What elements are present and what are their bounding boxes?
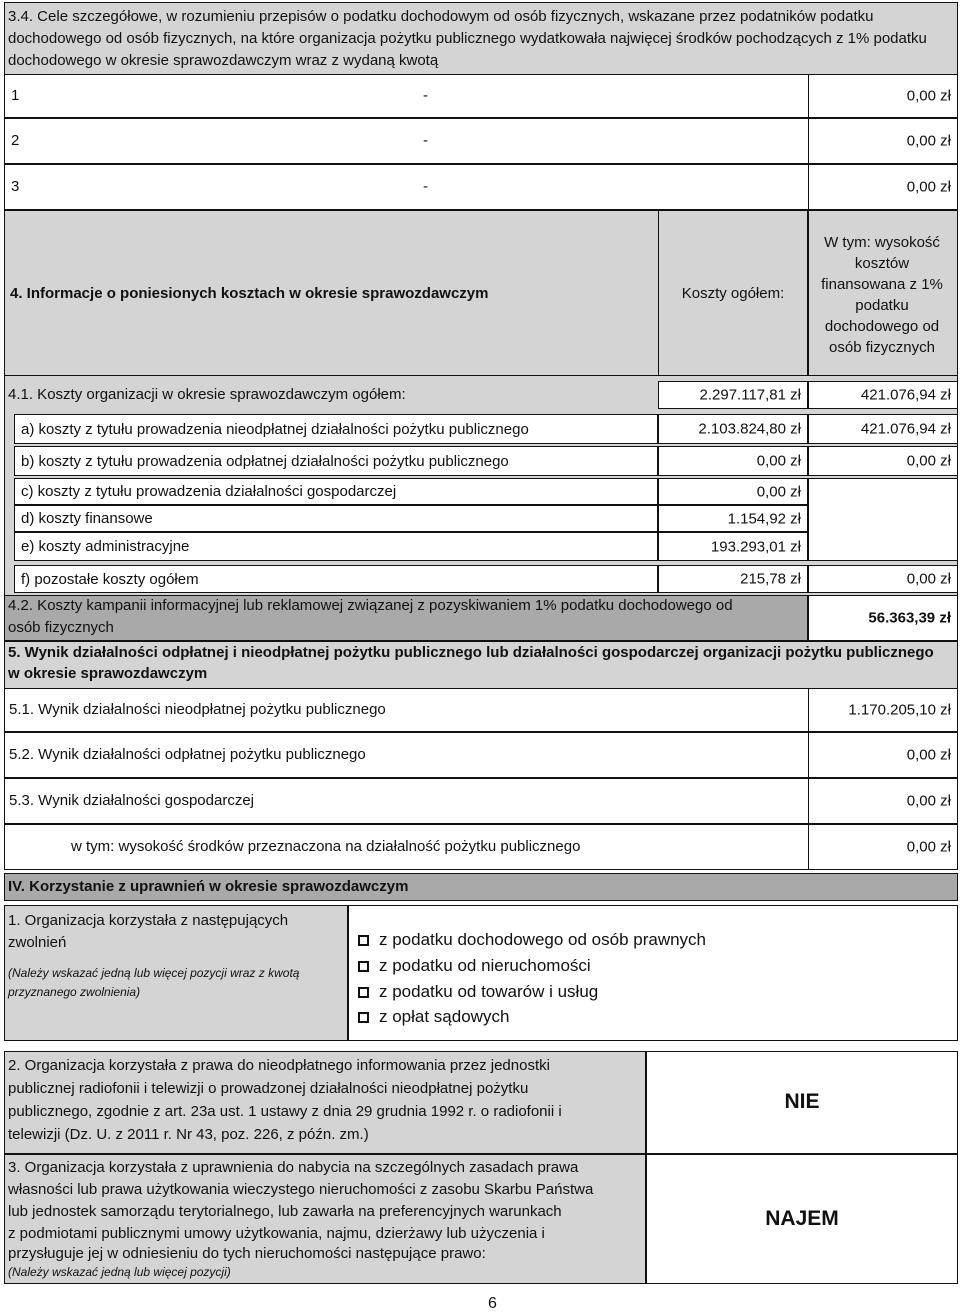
result-5-3-value xyxy=(808,778,958,824)
amount: 0,00 zł xyxy=(906,452,951,470)
checkbox-icon[interactable] xyxy=(358,1012,369,1023)
amount: 1.170.205,10 zł xyxy=(848,701,951,719)
section-5-title-1: 5. Wynik działalności odpłatnej i nieodpłatnej pożytku publicznego lub działalności gospodarczej organizacji pożytku publicznego xyxy=(8,644,934,661)
cost-item-label: e) koszty administracyjne xyxy=(21,538,190,555)
page-number: 6 xyxy=(488,1295,497,1312)
exemptions-note-line2: przyznanego zwolnienia) xyxy=(8,985,141,999)
campaign-costs-value xyxy=(808,595,958,641)
property-answer: NAJEM xyxy=(765,1207,839,1230)
goal-description: - xyxy=(423,132,428,149)
cost-item-a-1pct xyxy=(808,414,958,444)
amount: 0,00 zł xyxy=(756,483,801,500)
exemptions-question-line1: 1. Organizacja korzystała z następujących xyxy=(8,912,289,929)
result-5-1-value xyxy=(808,688,958,732)
cost-item-label: f) pozostałe koszty ogółem xyxy=(21,571,199,588)
section-5-title-2: w okresie sprawozdawczym xyxy=(8,665,208,682)
radio-tv-line: 2. Organizacja korzystała z prawa do nieodpłatnego informowania przez jednostki xyxy=(8,1057,550,1074)
property-line: przysługuje jej w odniesieniu do tych nieruchomości następujące prawo: xyxy=(8,1245,486,1262)
goal-amount: 0,00 zł xyxy=(906,178,951,196)
radio-tv-line: publicznej radiofonii i telewizji o prowadzonej działalności nieodpłatnej pożytku xyxy=(8,1080,529,1097)
col-1pct-label: W tym: wysokość kosztów finansowana z 1% podatku dochodowego od osób fizycznych xyxy=(821,234,943,356)
goal-description: - xyxy=(423,178,428,195)
result-5-3-public-value xyxy=(808,824,958,870)
exemption-option-label: z opłat sądowych xyxy=(379,1007,510,1026)
goal-number: 1 xyxy=(11,87,20,104)
cost-item-d-total xyxy=(658,505,808,532)
goal-amount-2 xyxy=(808,118,958,164)
goal-number: 3 xyxy=(11,178,20,195)
total-costs-1pct xyxy=(808,381,958,409)
exemption-option[interactable] xyxy=(358,929,706,950)
cost-item-b-total xyxy=(658,446,808,476)
total-costs-label: 4.1. Koszty organizacji w okresie sprawozdawczym ogółem: xyxy=(8,386,406,403)
property-line: lub jednostek samorządu terytorialnego, lub zawarła na preferencyjnych warunkach xyxy=(8,1203,562,1220)
cost-item-b-1pct xyxy=(808,446,958,476)
goal-amount-3 xyxy=(808,164,958,210)
amount: 0,00 zł xyxy=(906,746,951,764)
property-line: własności lub prawa użytkowania wieczystego nieruchomości z zasobu Skarbu Państwa xyxy=(8,1181,594,1198)
amount: 56.363,39 zł xyxy=(868,609,951,627)
cost-item-label: b) koszty z tytułu prowadzenia odpłatnej działalności pożytku publicznego xyxy=(21,453,509,470)
cost-item-b xyxy=(14,446,658,476)
amount: 2.103.824,80 zł xyxy=(698,420,801,438)
radio-tv-answer: NIE xyxy=(784,1090,820,1113)
goal-number: 2 xyxy=(11,132,20,149)
cost-item-f-1pct xyxy=(808,565,958,593)
exemption-option[interactable] xyxy=(358,955,591,976)
goal-description: - xyxy=(423,87,428,104)
checkbox-icon[interactable] xyxy=(358,961,369,972)
radio-tv-line: telewizji (Dz. U. z 2011 r. Nr 43, poz. 226, z późn. zm.) xyxy=(8,1126,369,1143)
property-line: z podmiotami publicznymi umowy użytkowania, najmu, dzierżawy lub użyczenia i xyxy=(8,1225,545,1242)
amount: 421.076,94 zł xyxy=(860,420,951,438)
cost-item-cde-1pct-blank xyxy=(808,478,958,561)
col-total-label: Koszty ogółem: xyxy=(681,285,785,302)
cost-item-label: d) koszty finansowe xyxy=(21,510,153,527)
section-iv-title: IV. Korzystanie z uprawnień w okresie sprawozdawczym xyxy=(8,878,409,895)
cost-item-e-total xyxy=(658,532,808,561)
exemption-option-label: z podatku od towarów i usług xyxy=(379,982,599,1001)
property-line: 3. Organizacja korzystała z uprawnienia do nabycia na szczególnych zasadach prawa xyxy=(8,1159,579,1176)
total-costs-value xyxy=(658,381,808,409)
exemption-option-label: z podatku od nieruchomości xyxy=(379,956,591,975)
amount: 421.076,94 zł xyxy=(860,386,951,404)
checkbox-icon[interactable] xyxy=(358,935,369,946)
exemption-option[interactable] xyxy=(358,981,598,1002)
amount: 215,78 zł xyxy=(740,570,801,588)
result-label: 5.2. Wynik działalności odpłatnej pożytku publicznego xyxy=(9,746,366,763)
cost-item-d xyxy=(14,505,658,532)
result-label: 5.3. Wynik działalności gospodarczej xyxy=(9,792,254,809)
amount: 0,00 zł xyxy=(906,570,951,588)
cost-item-c xyxy=(14,478,658,505)
amount: 1.154,92 zł xyxy=(727,510,801,527)
result-5-2-value xyxy=(808,732,958,778)
exemption-option-label: z podatku dochodowego od osób prawnych xyxy=(379,930,707,949)
cost-item-e xyxy=(14,532,658,561)
amount: 0,00 zł xyxy=(906,792,951,810)
section-3-4-header-line1: 3.4. Cele szczegółowe, w rozumieniu przepisów o podatku dochodowym od osób fizycznych, wskazane przez podatników podatku dochodowego od osób fizycznych, na które organizacja pożytku publicznego wydatkowała najwięcej środków pochodzących z 1% podatku dochodowego w okresie sprawozdawczym wraz z wydaną kwotą xyxy=(8,8,927,69)
amount: 0,00 zł xyxy=(906,838,951,856)
goal-amount: 0,00 zł xyxy=(906,87,951,105)
cost-item-a-total xyxy=(658,414,808,444)
section-4-title: 4. Informacje o poniesionych kosztach w okresie sprawozdawczym xyxy=(10,285,489,302)
exemptions-note-line1: (Należy wskazać jedną lub więcej pozycji wraz z kwotą xyxy=(8,966,300,980)
goal-amount-1 xyxy=(808,74,958,118)
cost-item-label: a) koszty z tytułu prowadzenia nieodpłatnej działalności pożytku publicznego xyxy=(21,421,529,438)
cost-item-f-total xyxy=(658,565,808,593)
exemption-option[interactable] xyxy=(358,1006,509,1027)
campaign-costs-label-2: osób fizycznych xyxy=(8,619,114,636)
goal-amount: 0,00 zł xyxy=(906,132,951,150)
cost-item-a xyxy=(14,414,658,444)
amount: 2.297.117,81 zł xyxy=(699,386,801,404)
cost-item-label: c) koszty z tytułu prowadzenia działalności gospodarczej xyxy=(21,483,397,500)
cost-item-f xyxy=(14,565,658,593)
radio-tv-line: publicznego, zgodnie z art. 23a ust. 1 ustawy z dnia 29 grudnia 1992 r. o radiofonii i xyxy=(8,1103,562,1120)
amount: 193.293,01 zł xyxy=(710,538,801,555)
property-note: (Należy wskazać jedną lub więcej pozycji) xyxy=(8,1265,231,1279)
campaign-costs-label-1: 4.2. Koszty kampanii informacyjnej lub reklamowej związanej z pozyskiwaniem 1% podatku dochodowego od xyxy=(8,597,733,614)
cost-item-c-total xyxy=(658,478,808,505)
amount: 0,00 zł xyxy=(756,452,801,470)
exemptions-question-line2: zwolnień xyxy=(8,934,67,951)
result-label: w tym: wysokość środków przeznaczona na działalność pożytku publicznego xyxy=(71,838,581,855)
checkbox-icon[interactable] xyxy=(358,987,369,998)
result-label: 5.1. Wynik działalności nieodpłatnej pożytku publicznego xyxy=(9,701,386,718)
